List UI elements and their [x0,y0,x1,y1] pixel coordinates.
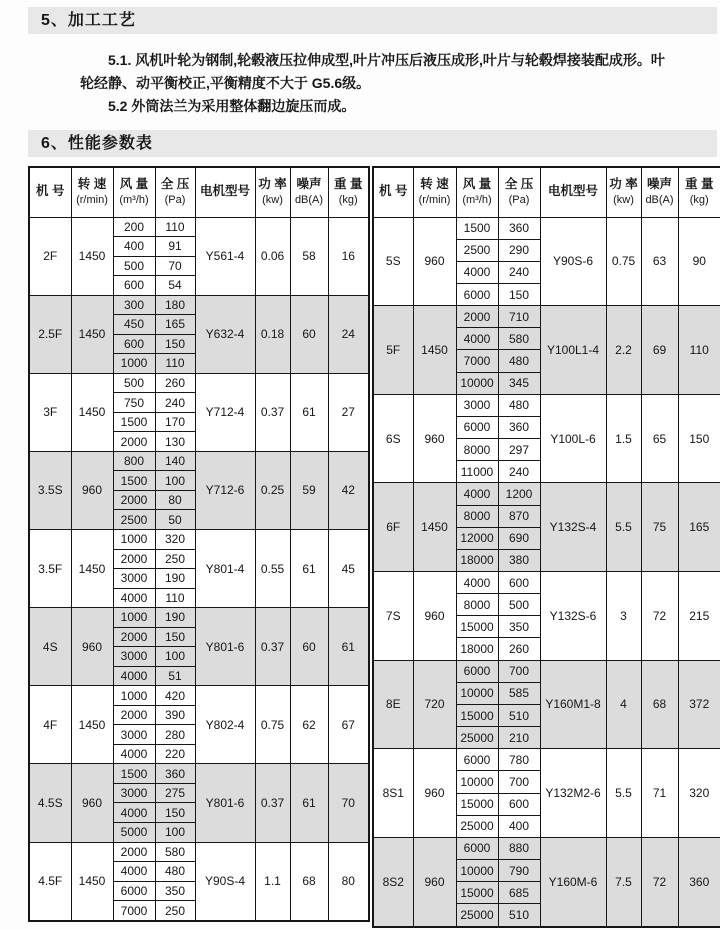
cell-motor: Y801-4 [195,530,255,608]
table-row [29,842,369,862]
cell-pressure: 345 [498,372,540,394]
table-row [373,483,720,505]
cell-pressure: 585 [498,682,540,704]
cell-pressure: 150 [155,803,195,823]
cell-model: 6F [373,483,413,572]
cell-pressure: 50 [155,510,195,530]
cell-speed: 960 [413,572,456,661]
cell-flow: 4000 [113,666,155,686]
cell-pressure: 790 [498,860,540,882]
cell-model: 2.5F [29,295,71,373]
cell-flow: 15000 [456,882,498,904]
header-flow: 风 量 (m³/h) [113,167,155,217]
table-row [373,660,720,682]
cell-pressure: 100 [155,822,195,842]
cell-speed: 960 [413,217,456,306]
cell-pressure: 250 [155,901,195,921]
cell-pressure: 140 [155,451,195,471]
cell-weight: 110 [678,306,720,395]
table-row [373,837,720,859]
cell-speed: 960 [71,764,113,842]
header-weight: 重 量 (kg) [328,167,369,217]
cell-flow: 10000 [456,372,498,394]
cell-pressure: 260 [155,373,195,393]
cell-flow: 2000 [113,432,155,452]
cell-weight: 45 [328,530,369,608]
performance-table-right [372,166,720,928]
cell-speed: 960 [413,837,456,927]
cell-pressure: 100 [155,471,195,491]
cell-pressure: 580 [498,328,540,350]
header-weight: 重 量 (kg) [678,167,720,217]
cell-flow: 7000 [113,901,155,921]
cell-power: 5.5 [606,483,641,572]
cell-pressure: 250 [155,549,195,569]
cell-flow: 25000 [456,727,498,749]
table-row [29,451,369,471]
cell-pressure: 51 [155,666,195,686]
cell-flow: 4000 [456,328,498,350]
cell-flow: 5000 [113,822,155,842]
cell-flow: 500 [113,256,155,276]
cell-power: 7.5 [606,837,641,927]
cell-weight: 16 [328,217,369,295]
cell-model: 8S2 [373,837,413,927]
cell-flow: 3000 [456,394,498,416]
cell-model: 3F [29,373,71,451]
cell-pressure: 360 [498,416,540,438]
cell-pressure: 600 [498,793,540,815]
cell-power: 0.25 [255,451,290,529]
header-speed: 转 速 (r/min) [413,167,456,217]
cell-speed: 960 [413,749,456,838]
cell-pressure: 100 [155,647,195,667]
cell-flow: 2000 [456,306,498,328]
cell-motor: Y90S-4 [195,842,255,921]
table-row [373,749,720,771]
cell-noise: 61 [290,530,328,608]
cell-flow: 6000 [456,660,498,682]
cell-flow: 3000 [113,783,155,803]
cell-flow: 600 [113,334,155,354]
cell-flow: 500 [113,373,155,393]
section-5-body [80,49,672,118]
cell-flow: 2000 [113,842,155,862]
cell-flow: 2500 [456,239,498,261]
cell-pressure: 700 [498,771,540,793]
cell-pressure: 91 [155,237,195,257]
cell-flow: 300 [113,295,155,315]
cell-weight: 372 [678,660,720,749]
cell-pressure: 685 [498,882,540,904]
header-motor: 电机型号 [195,167,255,217]
section-5-title: 5、加工工艺 [28,7,717,34]
cell-pressure: 420 [155,686,195,706]
cell-flow: 1000 [113,608,155,628]
cell-motor: Y100L1-4 [540,306,606,395]
cell-pressure: 210 [498,727,540,749]
cell-flow: 6000 [456,749,498,771]
cell-power: 0.75 [606,217,641,306]
cell-flow: 600 [113,276,155,296]
cell-flow: 11000 [456,461,498,483]
table-header [373,167,720,217]
header-power: 功 率 (kw) [606,167,641,217]
cell-weight: 215 [678,572,720,661]
header-model: 机 号 [29,167,71,217]
header-pressure: 全 压 (Pa) [498,167,540,217]
cell-speed: 1450 [71,217,113,295]
table-row [373,217,720,239]
cell-pressure: 110 [155,588,195,608]
cell-model: 5F [373,306,413,395]
cell-flow: 2000 [113,705,155,725]
cell-pressure: 150 [155,334,195,354]
cell-flow: 6000 [113,881,155,901]
cell-noise: 61 [290,764,328,842]
cell-flow: 3000 [113,647,155,667]
cell-speed: 1450 [71,842,113,921]
cell-model: 4S [29,608,71,686]
cell-power: 0.06 [255,217,290,295]
cell-motor: Y801-6 [195,764,255,842]
cell-pressure: 260 [498,638,540,660]
table-row [373,572,720,594]
cell-flow: 18000 [456,549,498,571]
cell-flow: 15000 [456,793,498,815]
cell-power: 0.37 [255,373,290,451]
cell-noise: 72 [641,837,678,927]
cell-noise: 59 [290,451,328,529]
cell-pressure: 600 [498,572,540,594]
cell-flow: 2000 [113,490,155,510]
table-body-left [29,217,369,921]
cell-power: 0.37 [255,608,290,686]
cell-flow: 1000 [113,686,155,706]
section-6-title: 6、性能参数表 [28,130,717,157]
cell-motor: Y801-6 [195,608,255,686]
cell-pressure: 190 [155,608,195,628]
cell-noise: 68 [290,842,328,921]
cell-pressure: 240 [498,461,540,483]
cell-flow: 4000 [113,803,155,823]
cell-power: 0.18 [255,295,290,373]
cell-flow: 7000 [456,350,498,372]
cell-flow: 4000 [456,483,498,505]
cell-weight: 150 [678,394,720,483]
table-row [29,217,369,237]
cell-pressure: 240 [498,261,540,283]
cell-weight: 67 [328,686,369,764]
cell-power: 0.55 [255,530,290,608]
table-row [29,764,369,784]
cell-flow: 4000 [456,572,498,594]
cell-speed: 1450 [71,295,113,373]
cell-pressure: 320 [155,530,195,550]
cell-speed: 960 [413,394,456,483]
cell-pressure: 110 [155,217,195,237]
cell-power: 2.2 [606,306,641,395]
cell-motor: Y132M2-6 [540,749,606,838]
cell-pressure: 480 [498,350,540,372]
cell-motor: Y90S-6 [540,217,606,306]
cell-pressure: 380 [498,549,540,571]
cell-flow: 8000 [456,439,498,461]
cell-model: 3.5F [29,530,71,608]
cell-pressure: 580 [155,842,195,862]
cell-flow: 2000 [113,549,155,569]
cell-pressure: 280 [155,725,195,745]
header-motor: 电机型号 [540,167,606,217]
cell-pressure: 190 [155,569,195,589]
cell-flow: 450 [113,315,155,335]
cell-pressure: 150 [155,627,195,647]
cell-power: 1.1 [255,842,290,921]
cell-model: 5S [373,217,413,306]
cell-flow: 1000 [113,354,155,374]
cell-noise: 75 [641,483,678,572]
cell-flow: 4000 [456,261,498,283]
cell-flow: 4000 [113,744,155,764]
cell-noise: 71 [641,749,678,838]
cell-motor: Y132S-4 [540,483,606,572]
cell-pressure: 360 [498,217,540,239]
cell-model: 8S1 [373,749,413,838]
cell-speed: 1450 [413,483,456,572]
cell-noise: 58 [290,217,328,295]
table-row [373,306,720,328]
cell-motor: Y802-4 [195,686,255,764]
cell-power: 4 [606,660,641,749]
cell-noise: 68 [641,660,678,749]
cell-pressure: 390 [155,705,195,725]
cell-model: 8E [373,660,413,749]
cell-flow: 1500 [456,217,498,239]
cell-motor: Y160M-6 [540,837,606,927]
cell-power: 3 [606,572,641,661]
cell-pressure: 780 [498,749,540,771]
table-row [29,373,369,393]
cell-flow: 10000 [456,771,498,793]
cell-model: 7S [373,572,413,661]
cell-model: 3.5S [29,451,71,529]
cell-flow: 1500 [113,471,155,491]
cell-flow: 15000 [456,704,498,726]
cell-weight: 90 [678,217,720,306]
cell-motor: Y712-6 [195,451,255,529]
cell-weight: 320 [678,749,720,838]
cell-pressure: 220 [155,744,195,764]
cell-flow: 3000 [113,569,155,589]
table-header [29,167,369,217]
cell-speed: 1450 [413,306,456,395]
cell-noise: 62 [290,686,328,764]
cell-noise: 72 [641,572,678,661]
cell-flow: 8000 [456,505,498,527]
cell-model: 6S [373,394,413,483]
cell-pressure: 500 [498,594,540,616]
table-row [29,686,369,706]
cell-flow: 25000 [456,815,498,837]
cell-flow: 12000 [456,527,498,549]
cell-pressure: 880 [498,837,540,859]
cell-pressure: 480 [498,394,540,416]
cell-pressure: 350 [155,881,195,901]
cell-noise: 60 [290,608,328,686]
cell-noise: 60 [290,295,328,373]
cell-pressure: 690 [498,527,540,549]
cell-flow: 6000 [456,837,498,859]
cell-speed: 1450 [71,530,113,608]
cell-weight: 70 [328,764,369,842]
cell-model: 4.5S [29,764,71,842]
cell-pressure: 1200 [498,483,540,505]
cell-speed: 1450 [71,373,113,451]
cell-motor: Y561-4 [195,217,255,295]
table-row [373,394,720,416]
header-flow: 风 量 (m³/h) [456,167,498,217]
cell-pressure: 510 [498,904,540,927]
cell-pressure: 350 [498,616,540,638]
cell-flow: 750 [113,393,155,413]
cell-weight: 360 [678,837,720,927]
table-row [29,530,369,550]
cell-pressure: 110 [155,354,195,374]
cell-pressure: 275 [155,783,195,803]
cell-model: 4.5F [29,842,71,921]
cell-weight: 165 [678,483,720,572]
cell-power: 0.75 [255,686,290,764]
cell-weight: 80 [328,842,369,921]
cell-weight: 61 [328,608,369,686]
cell-pressure: 70 [155,256,195,276]
cell-flow: 25000 [456,904,498,927]
table-body-right [373,217,720,927]
cell-weight: 27 [328,373,369,451]
cell-flow: 10000 [456,860,498,882]
header-noise: 噪声 dB(A) [641,167,678,217]
cell-speed: 960 [71,451,113,529]
cell-pressure: 510 [498,704,540,726]
cell-pressure: 870 [498,505,540,527]
header-pressure: 全 压 (Pa) [155,167,195,217]
cell-flow: 10000 [456,682,498,704]
paragraph-5-1: 5.1. 风机叶轮为钢制,轮毂液压拉伸成型,叶片冲压后液压成形,叶片与轮毂焊接装配成形。叶轮经静、动平衡校正,平衡精度不大于 G5.6级。 [80,52,665,91]
cell-pressure: 180 [155,295,195,315]
header-model: 机 号 [373,167,413,217]
cell-flow: 800 [113,451,155,471]
cell-motor: Y100L-6 [540,394,606,483]
cell-pressure: 710 [498,306,540,328]
cell-flow: 6000 [456,416,498,438]
cell-motor: Y160M1-8 [540,660,606,749]
cell-flow: 3000 [113,725,155,745]
cell-pressure: 150 [498,283,540,305]
paragraph-5-2: 5.2 外筒法兰为采用整体翻边旋压而成。 [108,98,356,114]
header-noise: 噪声 dB(A) [290,167,328,217]
cell-speed: 720 [413,660,456,749]
cell-pressure: 480 [155,862,195,882]
cell-flow: 1500 [113,764,155,784]
cell-power: 1.5 [606,394,641,483]
cell-motor: Y712-4 [195,373,255,451]
table-row [29,295,369,315]
cell-pressure: 165 [155,315,195,335]
cell-pressure: 290 [498,239,540,261]
cell-flow: 200 [113,217,155,237]
cell-power: 5.5 [606,749,641,838]
cell-pressure: 360 [155,764,195,784]
cell-motor: Y132S-6 [540,572,606,661]
cell-noise: 65 [641,394,678,483]
cell-noise: 63 [641,217,678,306]
cell-power: 0.37 [255,764,290,842]
cell-noise: 61 [290,373,328,451]
cell-flow: 1000 [113,530,155,550]
cell-flow: 2500 [113,510,155,530]
performance-table-left [28,166,370,922]
cell-flow: 6000 [456,283,498,305]
cell-pressure: 170 [155,412,195,432]
cell-flow: 1500 [113,412,155,432]
cell-noise: 69 [641,306,678,395]
cell-pressure: 700 [498,660,540,682]
cell-model: 2F [29,217,71,295]
cell-pressure: 130 [155,432,195,452]
performance-tables [28,166,720,928]
cell-pressure: 80 [155,490,195,510]
cell-weight: 24 [328,295,369,373]
cell-model: 4F [29,686,71,764]
cell-flow: 2000 [113,627,155,647]
cell-pressure: 400 [498,815,540,837]
cell-flow: 15000 [456,616,498,638]
cell-flow: 4000 [113,862,155,882]
cell-weight: 42 [328,451,369,529]
cell-pressure: 297 [498,439,540,461]
cell-flow: 400 [113,237,155,257]
cell-pressure: 240 [155,393,195,413]
cell-speed: 1450 [71,686,113,764]
cell-flow: 18000 [456,638,498,660]
header-power: 功 率 (kw) [255,167,290,217]
cell-flow: 4000 [113,588,155,608]
table-row [29,608,369,628]
cell-flow: 8000 [456,594,498,616]
cell-speed: 960 [71,608,113,686]
cell-pressure: 54 [155,276,195,296]
cell-motor: Y632-4 [195,295,255,373]
header-speed: 转 速 (r/min) [71,167,113,217]
